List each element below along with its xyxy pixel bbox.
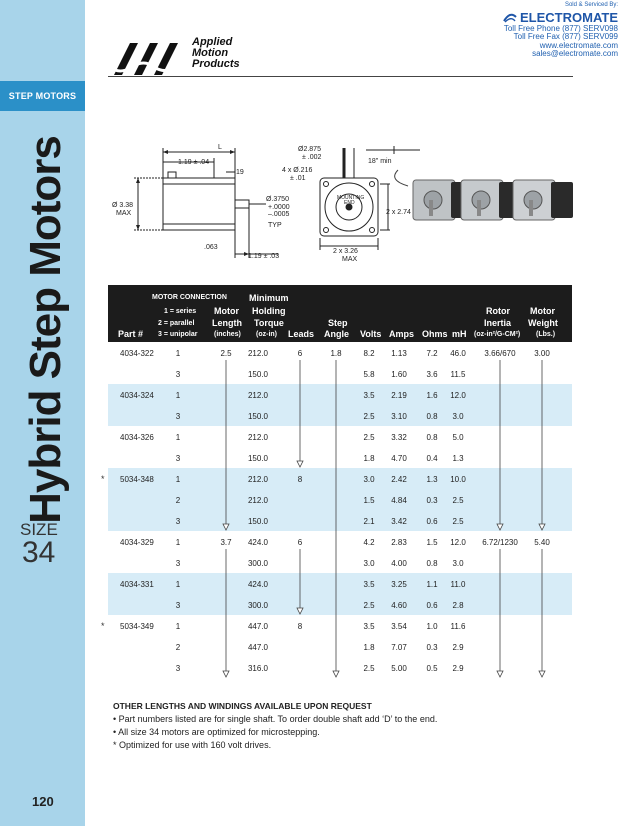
- cell-torque: 424.0: [247, 580, 269, 589]
- table-row: [108, 552, 572, 573]
- cell-amps: 3.10: [391, 412, 407, 421]
- row-group: [108, 615, 572, 678]
- col-part: Part #: [118, 329, 144, 339]
- cell-amps: 1.13: [391, 349, 407, 358]
- cell-ohms: 1.5: [426, 538, 438, 547]
- table-row: [108, 468, 572, 489]
- cell-torque: 150.0: [247, 412, 269, 421]
- dim-11: ± .002: [302, 154, 322, 161]
- cell-ohms: 1.6: [426, 391, 438, 400]
- table-row: [108, 594, 572, 615]
- cell-volts: 1.8: [363, 643, 375, 652]
- row-group: [108, 468, 572, 531]
- cell-part: 4034-329: [120, 538, 154, 547]
- col-weight-1: Motor: [530, 306, 555, 316]
- cell-torque: 300.0: [247, 601, 269, 610]
- footnote-star: *: [101, 474, 105, 484]
- cell-volts: 4.2: [363, 538, 375, 547]
- dealer-fax: Toll Free Fax (877) SERV099: [513, 32, 618, 41]
- conn-legend-2: 2 = parallel: [158, 320, 195, 327]
- cell-torque: 424.0: [247, 538, 269, 547]
- dealer-web-link[interactable]: www.electromate.com: [539, 40, 618, 50]
- cell-conn: 2: [175, 643, 181, 652]
- cell-amps: 3.25: [391, 580, 407, 589]
- dim-14: 18" min: [368, 158, 392, 165]
- cell-volts: 8.2: [363, 349, 375, 358]
- cell-angle: 1.8: [330, 349, 342, 358]
- cell-leads: 6: [297, 538, 303, 547]
- cell-mh: 5.0: [452, 433, 464, 442]
- cell-torque: 150.0: [247, 370, 269, 379]
- size-label: SIZE: [20, 520, 58, 539]
- dim-19: MAX: [342, 256, 358, 263]
- page-title: Hybrid Step Motors: [21, 136, 70, 524]
- cell-amps: 4.70: [391, 454, 407, 463]
- logo-line-2: Motion: [192, 47, 229, 59]
- cell-inertia: 6.72/1230: [482, 538, 518, 547]
- cell-amps: 2.83: [391, 538, 407, 547]
- col-volts: Volts: [360, 329, 382, 339]
- col-ohms: Ohms: [422, 329, 448, 339]
- table-row: [108, 363, 572, 384]
- cell-mh: 2.5: [452, 496, 464, 505]
- cell-mh: 2.8: [452, 601, 464, 610]
- col-inertia-2: Inertia: [484, 318, 512, 328]
- dim-13: ± .01: [290, 175, 306, 182]
- cell-leads: 6: [297, 349, 303, 358]
- table-header: [108, 285, 572, 342]
- logo-mark-icon: [108, 37, 188, 79]
- cell-conn: 1: [175, 475, 181, 484]
- cell-mh: 11.6: [450, 622, 466, 631]
- cell-volts: 1.8: [363, 454, 375, 463]
- cell-torque: 212.0: [247, 475, 269, 484]
- vertical-title: [20, 136, 72, 524]
- col-step-1: Step: [328, 318, 348, 328]
- cell-ohms: 0.3: [426, 643, 438, 652]
- cell-ohms: 7.2: [426, 349, 438, 358]
- table-row: [108, 573, 572, 594]
- cell-inertia: 3.66/670: [484, 349, 516, 358]
- cell-torque: 300.0: [247, 559, 269, 568]
- row-group: [108, 384, 572, 426]
- cell-amps: 2.19: [391, 391, 407, 400]
- table-row: [108, 489, 572, 510]
- cell-amps: 7.07: [391, 643, 407, 652]
- dealer-info: [458, 0, 618, 59]
- notes-heading: OTHER LENGTHS AND WINDINGS AVAILABLE UPON REQUEST: [113, 701, 372, 711]
- dim-18: 2 x 3.26: [333, 248, 358, 255]
- cell-weight: 3.00: [534, 349, 550, 358]
- cell-ohms: 1.1: [426, 580, 438, 589]
- cell-amps: 2.42: [391, 475, 407, 484]
- cell-ohms: 0.6: [426, 601, 438, 610]
- col-inertia-3: (oz-in²/G-CM²): [474, 331, 521, 338]
- cell-torque: 447.0: [247, 643, 269, 652]
- cell-conn: 3: [175, 370, 181, 379]
- cell-ohms: 0.8: [426, 559, 438, 568]
- cell-volts: 2.1: [363, 517, 375, 526]
- table-row: [108, 426, 572, 447]
- cell-ohms: 0.3: [426, 496, 438, 505]
- dealer-name: [458, 10, 618, 25]
- conn-legend-1: 1 = series: [164, 308, 197, 315]
- cell-part: 4034-324: [120, 391, 154, 400]
- cell-mh: 2.9: [452, 664, 464, 673]
- col-torque-1: Minimum: [249, 293, 289, 303]
- cell-volts: 2.5: [363, 664, 375, 673]
- cell-conn: 2: [175, 496, 181, 505]
- table-row: [108, 342, 572, 363]
- cell-ohms: 3.6: [426, 370, 438, 379]
- cell-amps: 4.84: [391, 496, 407, 505]
- cell-part: 5034-348: [120, 475, 154, 484]
- dim-L: L: [218, 144, 222, 151]
- dim-15: MOUNTING: [337, 195, 365, 201]
- table-row: [108, 447, 572, 468]
- note-line-3: * Optimized for use with 160 volt drives.: [113, 740, 272, 750]
- cell-leads: 8: [297, 475, 303, 484]
- dim-7: TYP: [268, 222, 282, 229]
- col-weight-3: (Lbs.): [536, 331, 556, 338]
- table-row: [108, 636, 572, 657]
- cell-torque: 316.0: [247, 664, 269, 673]
- dim-2: .19: [234, 169, 244, 176]
- row-group: [108, 573, 572, 615]
- cell-torque: 212.0: [247, 349, 269, 358]
- note-line-1: • Part numbers listed are for single shaft. To order double shaft add ‘D’ to the end.: [113, 714, 438, 724]
- cell-mh: 12.0: [450, 538, 466, 547]
- footnote-star: *: [101, 621, 105, 631]
- dim-3: Ø 3.38: [112, 202, 134, 209]
- electromate-swoosh-icon: [503, 13, 517, 23]
- cell-amps: 3.42: [391, 517, 407, 526]
- cell-volts: 3.0: [363, 559, 375, 568]
- cell-torque: 150.0: [247, 454, 269, 463]
- cell-part: 4034-331: [120, 580, 154, 589]
- cell-conn: 3: [175, 412, 181, 421]
- cell-torque: 212.0: [247, 496, 269, 505]
- cell-conn: 1: [175, 622, 181, 631]
- col-torque-2: Holding: [252, 306, 286, 316]
- col-torque-4: (oz-in): [256, 331, 277, 338]
- cell-leads: 8: [297, 622, 303, 631]
- company-logo: [108, 37, 253, 79]
- header-divider: [108, 76, 573, 77]
- cell-ohms: 0.5: [426, 664, 438, 673]
- col-length-2: Length: [212, 318, 242, 328]
- cell-torque: 150.0: [247, 517, 269, 526]
- size-number: 34: [22, 536, 56, 569]
- cell-amps: 5.00: [391, 664, 407, 673]
- table-row: [108, 510, 572, 531]
- cell-ohms: 0.8: [426, 412, 438, 421]
- cell-mh: 1.3: [452, 454, 464, 463]
- col-torque-3: Torque: [254, 318, 284, 328]
- cell-conn: 3: [175, 517, 181, 526]
- dim-9: 1.19 ± .03: [248, 253, 280, 260]
- cell-volts: 2.5: [363, 433, 375, 442]
- cell-mh: 2.5: [452, 517, 464, 526]
- category-label: STEP MOTORS: [0, 81, 85, 111]
- dealer-phone[interactable]: Toll Free Phone (877) SERV098: [503, 23, 618, 33]
- cell-volts: 1.5: [363, 496, 375, 505]
- cell-conn: 1: [175, 580, 181, 589]
- cell-mh: 12.0: [450, 391, 466, 400]
- dim-8: .063: [204, 244, 218, 251]
- cell-amps: 1.60: [391, 370, 407, 379]
- cell-ohms: 0.4: [426, 454, 438, 463]
- col-length-1: Motor: [214, 306, 239, 316]
- table-row: [108, 405, 572, 426]
- dim-12: 4 x Ø.216: [282, 167, 313, 174]
- col-step-2: Angle: [324, 329, 350, 339]
- dealer-name-text: ELECTROMATE: [520, 9, 618, 25]
- cell-part: 5034-349: [120, 622, 154, 631]
- table-row: [108, 657, 572, 678]
- cell-volts: 3.5: [363, 391, 375, 400]
- cell-mh: 11.0: [450, 580, 466, 589]
- cell-length: 3.7: [220, 538, 232, 547]
- cell-volts: 2.5: [363, 412, 375, 421]
- note-line-2: • All size 34 motors are optimized for microstepping.: [113, 727, 320, 737]
- cell-part: 4034-326: [120, 433, 154, 442]
- logo-line-1: Applied: [192, 36, 233, 48]
- cell-amps: 4.00: [391, 559, 407, 568]
- cell-conn: 3: [175, 601, 181, 610]
- dim-16: END: [344, 200, 355, 206]
- cell-volts: 2.5: [363, 601, 375, 610]
- cell-amps: 4.60: [391, 601, 407, 610]
- cell-conn: 1: [175, 433, 181, 442]
- cell-amps: 3.54: [391, 622, 407, 631]
- cell-ohms: 0.6: [426, 517, 438, 526]
- dim-4: Ø.3750: [266, 196, 289, 203]
- dim-10: Ø2.875: [298, 146, 321, 153]
- cell-conn: 1: [175, 349, 181, 358]
- table-body: [108, 342, 572, 678]
- dim-6: –.0005: [268, 211, 290, 218]
- col-mh: mH: [452, 329, 467, 339]
- cell-conn: 1: [175, 538, 181, 547]
- table-row: [108, 531, 572, 552]
- cell-weight: 5.40: [534, 538, 550, 547]
- cell-torque: 447.0: [247, 622, 269, 631]
- sidebar: [0, 0, 85, 826]
- dealer-email-link[interactable]: sales@electromate.com: [532, 49, 618, 58]
- cell-ohms: 0.8: [426, 433, 438, 442]
- col-amps: Amps: [389, 329, 415, 339]
- cell-conn: 3: [175, 559, 181, 568]
- dim-3b: MAX: [116, 210, 132, 217]
- motor-photo: [395, 170, 573, 220]
- sold-by-label: Sold & Serviced By:: [564, 2, 618, 8]
- row-group: [108, 531, 572, 573]
- cell-mh: 3.0: [452, 412, 464, 421]
- dim-17: 2 x 2.74: [386, 209, 411, 216]
- motor-drawing: [108, 140, 588, 270]
- logo-text: [192, 37, 240, 70]
- cell-conn: 3: [175, 454, 181, 463]
- col-leads: Leads: [288, 329, 315, 339]
- cell-ohms: 1.3: [426, 475, 438, 484]
- cell-volts: 3.5: [363, 580, 375, 589]
- cell-volts: 5.8: [363, 370, 375, 379]
- cell-mh: 2.9: [452, 643, 464, 652]
- col-weight-2: Weight: [528, 318, 558, 328]
- cell-torque: 212.0: [247, 433, 269, 442]
- cell-torque: 212.0: [247, 391, 269, 400]
- row-group: [108, 342, 572, 384]
- table-row: [108, 384, 572, 405]
- cell-mh: 3.0: [452, 559, 464, 568]
- dim-1: 1.19 ± .04: [178, 159, 210, 166]
- cell-conn: 1: [175, 391, 181, 400]
- cell-mh: 46.0: [450, 349, 466, 358]
- logo-line-3: Products: [192, 58, 240, 70]
- cell-volts: 3.0: [363, 475, 375, 484]
- page-number: 120: [32, 794, 54, 809]
- row-group: [108, 426, 572, 468]
- cell-mh: 11.5: [450, 370, 466, 379]
- cell-volts: 3.5: [363, 622, 375, 631]
- cell-part: 4034-322: [120, 349, 154, 358]
- table-row: [108, 615, 572, 636]
- cell-length: 2.5: [220, 349, 232, 358]
- cell-amps: 3.32: [391, 433, 407, 442]
- cell-conn: 3: [175, 664, 181, 673]
- cell-mh: 10.0: [450, 475, 466, 484]
- dim-5: +.0000: [268, 204, 290, 211]
- col-length-3: (inches): [214, 331, 241, 338]
- motor-connection-label: MOTOR CONNECTION: [152, 294, 227, 301]
- notes: [113, 700, 573, 752]
- col-inertia-1: Rotor: [486, 306, 510, 316]
- cell-ohms: 1.0: [426, 622, 438, 631]
- conn-legend-3: 3 = unipolar: [158, 331, 198, 338]
